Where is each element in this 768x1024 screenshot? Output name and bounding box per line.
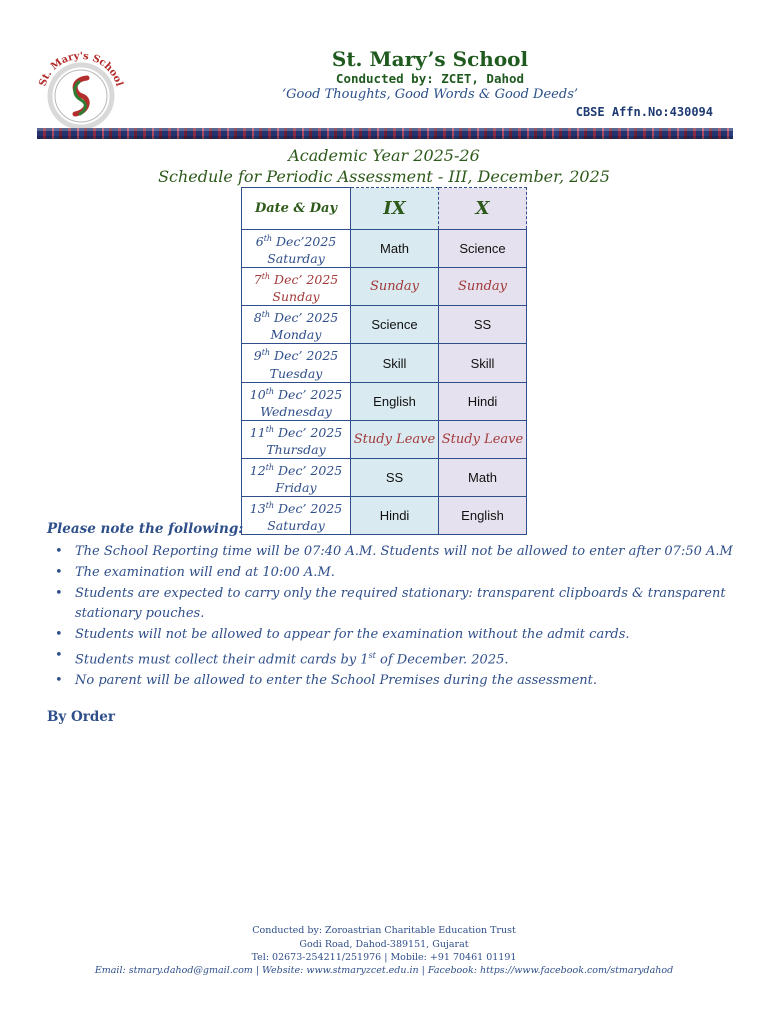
- cell-subject-ix: Sunday: [351, 268, 439, 306]
- cell-date-day: [242, 268, 351, 306]
- cell-subject-ix: Skill: [351, 344, 439, 382]
- date-month-year: Dec’ 2025: [270, 272, 339, 288]
- date-suffix: th: [265, 462, 275, 472]
- date-suffix: th: [265, 386, 275, 396]
- header-class-x: X: [439, 188, 527, 230]
- logo-text: St. Mary's School: [37, 50, 125, 88]
- table-row: [242, 268, 527, 306]
- date-month-year: Dec’ 2025: [274, 386, 343, 402]
- cell-subject-ix: English: [351, 382, 439, 420]
- note-item: • No parent will be allowed to enter the School Premises during the assessment.: [75, 671, 735, 691]
- cell-date-day: [242, 306, 351, 344]
- table-row: [242, 344, 527, 382]
- note-item: • Students are expected to carry only the required stationary: transparent clipboards & transparent stationary pouches.: [75, 584, 735, 624]
- footer-contact-links: Email: stmary.dahod@gmail.com | Website: www.stmaryzcet.edu.in | Facebook: https://www.facebook.com/stmarydahod: [94, 965, 674, 976]
- conducted-by: Conducted by: ZCET, Dahod: [335, 71, 525, 86]
- note-item: • The examination will end at 10:00 A.M.: [75, 563, 735, 583]
- cell-subject-x: Study Leave: [439, 420, 527, 458]
- date-month-year: Dec’ 2025: [274, 424, 343, 440]
- date-month-year: Dec’2025: [272, 234, 337, 250]
- note-item: • The School Reporting time will be 07:40 A.M. Students will not be allowed to enter after 07:50 A.M: [75, 542, 735, 562]
- date-month-year: Dec’ 2025: [270, 310, 339, 326]
- date-suffix: th: [261, 272, 271, 282]
- note-sup: st: [368, 651, 376, 660]
- table-row: [242, 458, 527, 496]
- notes-list: [47, 542, 735, 692]
- date-day-number: 6: [255, 234, 264, 250]
- school-motto: ‘Good Thoughts, Good Words & Good Deeds’: [282, 87, 578, 102]
- table-row: [242, 230, 527, 268]
- date-day-number: 8: [253, 310, 262, 326]
- date-day-number: 7: [253, 272, 262, 288]
- date-weekday: Thursday: [266, 441, 326, 457]
- cell-date-day: [242, 382, 351, 420]
- header-class-ix: IX: [351, 188, 439, 230]
- date-day-number: 13: [249, 501, 266, 517]
- date-suffix: th: [265, 501, 275, 511]
- date-suffix: th: [263, 234, 273, 243]
- footer-trust: Conducted by: Zoroastrian Charitable Education Trust: [252, 925, 516, 936]
- schedule-rows: [242, 230, 527, 535]
- date-weekday: Saturday: [267, 251, 325, 267]
- schedule-title: Schedule for Periodic Assessment - III, December, 2025: [158, 167, 610, 186]
- date-weekday: Tuesday: [269, 365, 323, 381]
- cell-date-day: [242, 458, 351, 496]
- date-weekday: Wednesday: [260, 403, 332, 419]
- cell-subject-x: English: [439, 497, 527, 535]
- date-day-number: 11: [249, 424, 266, 440]
- table-row: [242, 306, 527, 344]
- note-item: [75, 646, 735, 670]
- cell-date-day: [242, 420, 351, 458]
- cell-subject-ix: Study Leave: [351, 420, 439, 458]
- cell-date-day: [242, 230, 351, 268]
- table-row: [242, 420, 527, 458]
- cell-subject-x: Math: [439, 458, 527, 496]
- date-weekday: Monday: [270, 327, 322, 343]
- date-suffix: th: [261, 348, 271, 358]
- date-day-number: 10: [249, 386, 266, 402]
- date-month-year: Dec’ 2025: [274, 463, 343, 479]
- table-row: [242, 382, 527, 420]
- cell-subject-x: Sunday: [439, 268, 527, 306]
- cell-subject-x: Science: [439, 230, 527, 268]
- date-weekday: Sunday: [272, 289, 320, 305]
- academic-year-title: Academic Year 2025-26: [288, 146, 480, 165]
- footer-phone: Tel: 02673-254211/251976 | Mobile: +91 70461 01191: [251, 952, 517, 963]
- date-month-year: Dec’ 2025: [274, 501, 343, 517]
- cell-subject-ix: Science: [351, 306, 439, 344]
- school-name: St. Mary’s School: [331, 47, 529, 71]
- schedule-table: [241, 187, 527, 535]
- table-header-row: [242, 188, 527, 230]
- date-suffix: th: [261, 310, 271, 320]
- cell-subject-ix: SS: [351, 458, 439, 496]
- footer-address: Godi Road, Dahod-389151, Gujarat: [299, 939, 469, 950]
- note-item: • Students will not be allowed to appear for the examination without the admit cards.: [75, 625, 735, 645]
- note-text: Students must collect their admit cards by 1: [75, 652, 369, 668]
- cell-date-day: [242, 497, 351, 535]
- header-date-day: Date & Day: [242, 188, 351, 230]
- date-day-number: 12: [249, 463, 266, 479]
- affiliation-number: CBSE Affn.No:430094: [575, 105, 713, 119]
- date-month-year: Dec’ 2025: [270, 348, 339, 364]
- cell-date-day: [242, 344, 351, 382]
- header-divider-band: [37, 128, 733, 139]
- cell-subject-x: Hindi: [439, 382, 527, 420]
- cell-subject-ix: Hindi: [351, 497, 439, 535]
- cell-subject-x: Skill: [439, 344, 527, 382]
- table-row: [242, 497, 527, 535]
- date-day-number: 9: [253, 348, 262, 364]
- signoff: By Order: [47, 709, 115, 725]
- date-weekday: Friday: [275, 480, 317, 496]
- notes-heading: Please note the following:: [47, 521, 244, 537]
- cell-subject-x: SS: [439, 306, 527, 344]
- cell-subject-ix: Math: [351, 230, 439, 268]
- date-suffix: th: [265, 424, 275, 434]
- date-weekday: Saturday: [267, 518, 325, 534]
- note-text: of December. 2025.: [375, 652, 509, 668]
